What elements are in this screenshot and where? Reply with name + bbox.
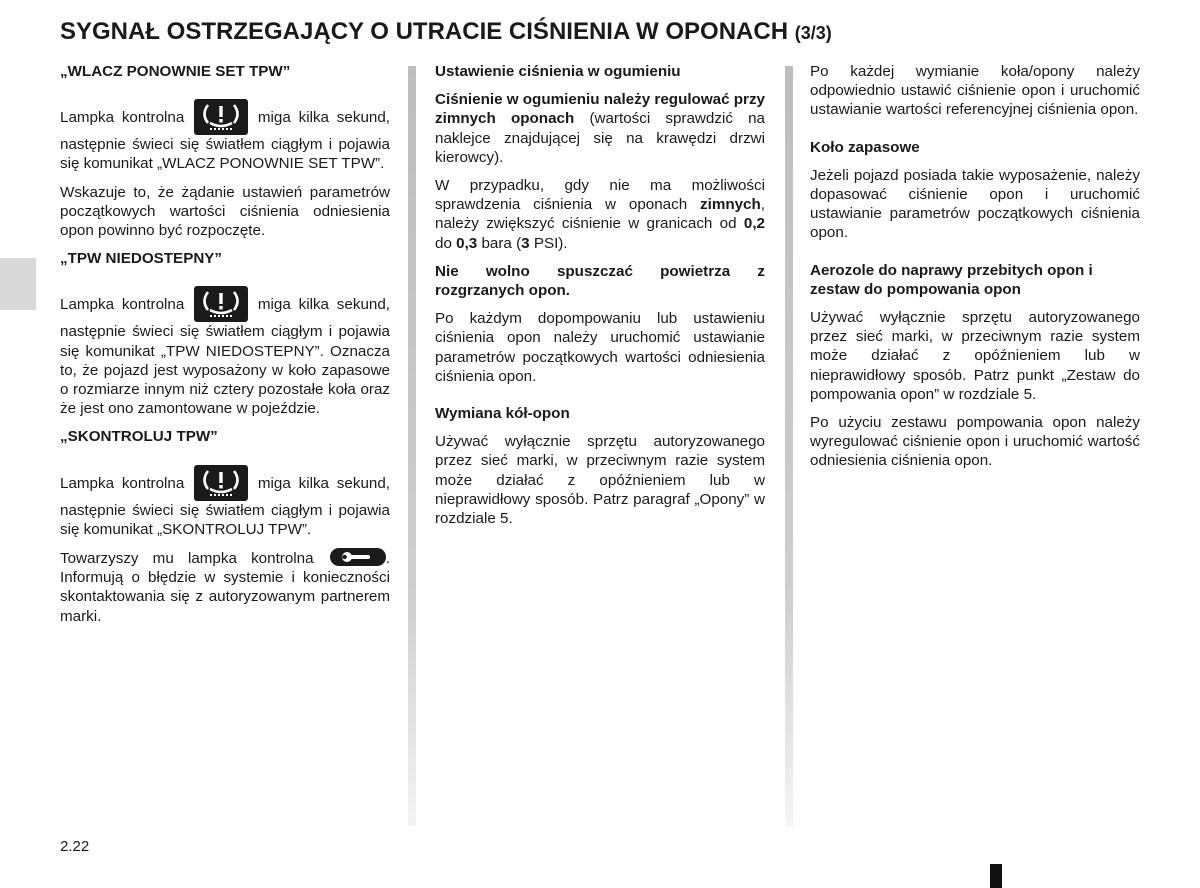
column-divider-2 (785, 66, 793, 826)
text-fragment: do (435, 234, 457, 252)
paragraph-after-inflation-kit: Po użyciu zestawu pompowania opon należy wyregulować ciśnienie opon i uruchomić wartość odniesienia ciśnienia opon. (810, 414, 1140, 470)
paragraph-service-lamp (60, 548, 390, 626)
column-3 (810, 62, 1140, 480)
paragraph-after-inflation: Po każdym dopompowaniu lub ustawieniu ciśnienia opon należy uruchomić ustawianie parametrów początkowych wartości odniesienia ciśnienia opon. (435, 310, 765, 385)
section-heading-wheel-change: Wymiana kół-opon (435, 405, 570, 423)
text-fragment: bara ( (477, 234, 522, 252)
paragraph-after-wheel-change: Po każdej wymianie koła/opony należy odpowiednio ustawić ciśnienie opon i uruchomić ustawianie wartości referencyjnej ciśnienia opon. (810, 63, 1140, 119)
lamp-text-pre: Lampka kontrolna (60, 474, 193, 492)
column-1 (60, 62, 390, 635)
page-edge-mark (990, 864, 1002, 888)
tyre-pressure-warning-icon (194, 99, 248, 135)
section-heading-pressure-setting: Ustawienie ciśnienia w ogumieniu (435, 63, 681, 80)
section-heading-aerosols: Aerozole do naprawy przebitych opon i zestaw do pompowania opon (810, 261, 1093, 298)
tyre-pressure-warning-icon (194, 465, 248, 501)
service-text-pre: Towarzyszy mu lampka kontrolna (60, 550, 328, 568)
text-fragment: PSI). (529, 234, 568, 252)
bold-cold-tyres: Ciśnienie w ogumieniu należy regulować przy zimnych oponach (435, 91, 765, 128)
bold-no-deflate: Nie wolno spuszczać powietrza z rozgrzanych opon. (435, 262, 765, 300)
section-heading-tpw-niedostepny: „TPW NIEDOSTEPNY” (60, 250, 223, 268)
lamp-text-pre: Lampka kontrolna (60, 296, 193, 314)
bold-fragment: 3 (521, 234, 530, 252)
paragraph-lamp-2 (60, 286, 390, 418)
service-text-post: . Informują o błędzie w systemie i konieczności skontaktowania się z autoryzowanym partnerem marki. (60, 550, 390, 625)
chapter-side-tab (0, 258, 36, 310)
section-heading-spare-wheel: Koło zapasowe (810, 138, 920, 156)
lamp-text-post: miga kilka sekund, następnie świeci się światłem ciągłym i pojawia się komunikat „WLACZ PONOWNIE SET TPW”. (60, 109, 390, 173)
tyre-pressure-warning-icon (194, 286, 248, 322)
column-divider-1 (408, 66, 416, 826)
paragraph-lamp-1 (60, 99, 390, 173)
bold-fragment: zimnych (700, 196, 761, 214)
section-heading-skontroluj-tpw: „SKONTROLUJ TPW” (60, 428, 218, 446)
page-title-text: SYGNAŁ OSTRZEGAJĄCY O UTRACIE CIŚNIENIA W OPONACH (60, 18, 789, 45)
bold-fragment: 0,3 (456, 234, 478, 252)
paragraph-lamp-3 (60, 465, 390, 539)
page-title-part: (3/3) (794, 23, 832, 43)
text-fragment: W przypadku, gdy nie ma możliwości sprawdzenia ciśnienia w oponach (435, 177, 765, 214)
text-fragment: , należy zwiększyć ciśnienie w granicach od (435, 196, 765, 233)
lamp-text-pre: Lampka kontrolna (60, 109, 193, 127)
paragraph-aerosol-equipment: Używać wyłącznie sprzętu autoryzowanego przez sieć marki, w przeciwnym razie system może działać z opóźnieniem lub w nieprawidłowy sposób. Patrz punkt „Zestaw do pompowania opon” w rozdziale 5. (810, 309, 1140, 403)
paragraph-authorized-equipment: Używać wyłącznie sprzętu autoryzowanego przez sieć marki, w przeciwnym razie system może działać z opóźnieniem lub w nieprawidłowy sposób. Patrz paragraf „Opony” w rozdziale 5. (435, 433, 765, 528)
text-sticker-note: (wartości sprawdzić na naklejce znajdującej się na krawędzi drzwi kierowcy). (435, 110, 765, 166)
lamp-text-post: miga kilka sekund, następnie świeci się światłem ciągłym i pojawia się komunikat „TPW NIEDOSTEPNY”. Oznacza to, że pojazd jest wyposażony w koło zapasowe o rozmiarze innym niż cztery pozostałe koła oraz że jest ono zamontowane w pojeździe. (60, 296, 390, 418)
lamp-text-post: miga kilka sekund, następnie świeci się światłem ciągłym i pojawia się komunikat „SKONTROLUJ TPW”. (60, 474, 390, 538)
page-number: 2.22 (60, 838, 90, 855)
paragraph-no-deflate (435, 262, 765, 300)
wrench-service-icon (330, 548, 386, 566)
paragraph-spare-wheel: Jeżeli pojazd posiada takie wyposażenie, należy dopasować ciśnienie opon i uruchomić ustawianie parametrów początkowych ciśnienia opon. (810, 166, 1140, 242)
paragraph-cold-tyres (435, 90, 765, 167)
column-2 (435, 62, 765, 537)
paragraph-increase-pressure (435, 176, 765, 253)
paragraph-wlacz-explain: Wskazuje to, że żądanie ustawień parametrów początkowych wartości ciśnienia odniesienia opon powinno być rozpoczęte. (60, 183, 390, 240)
bold-fragment: 0,2 (743, 215, 765, 233)
page-title (60, 18, 832, 46)
section-heading-wlacz-ponownie: „WLACZ PONOWNIE SET TPW” (60, 63, 291, 80)
